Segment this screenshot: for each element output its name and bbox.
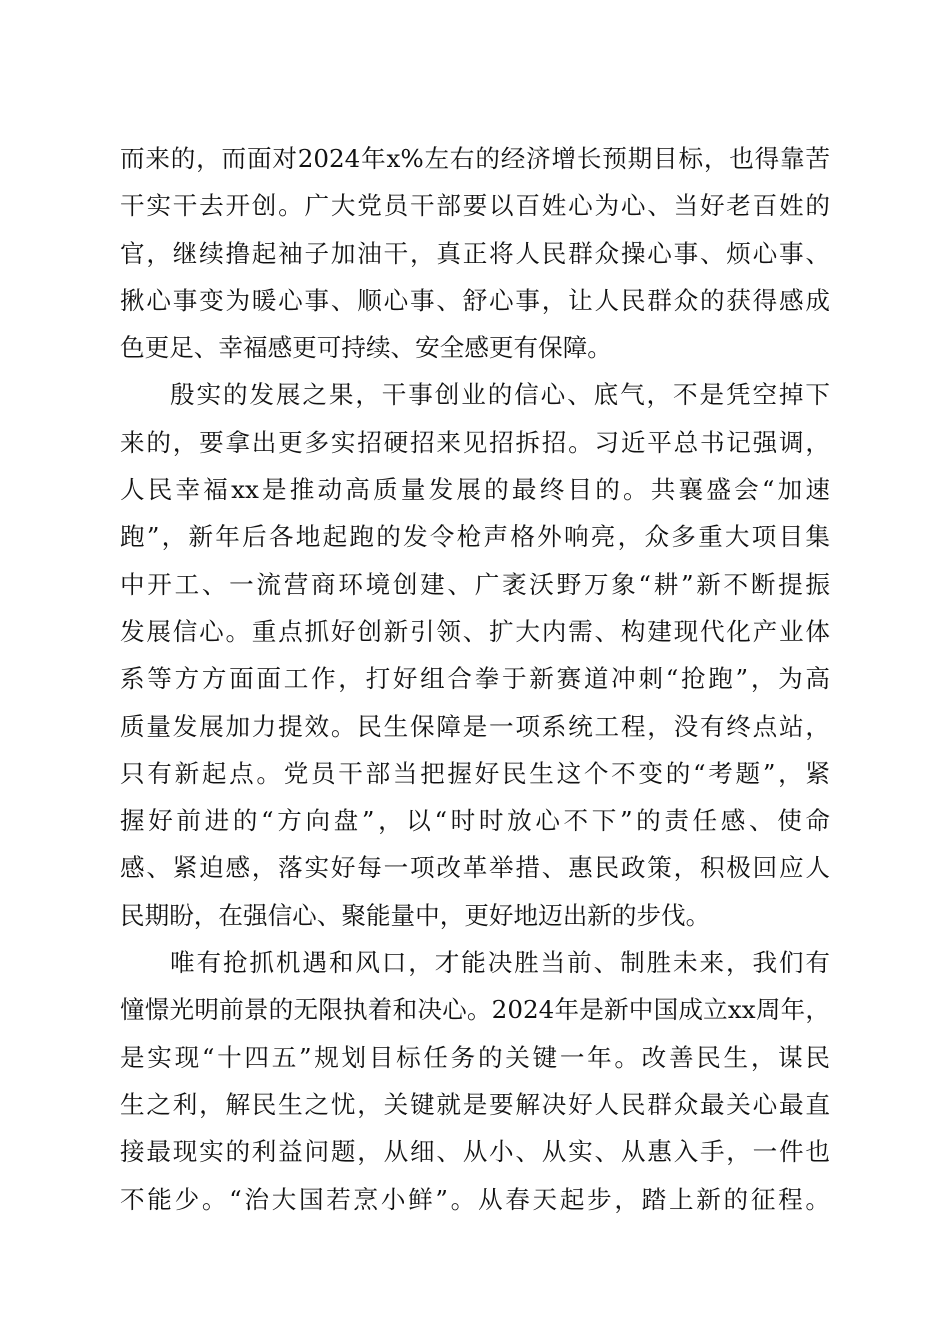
text-line: 憧憬光明前景的无限执着和决心。2024年是新中国成立xx周年，	[120, 995, 830, 1025]
text-line: 殷实的发展之果，干事创业的信心、底气，不是凭空掉下	[170, 380, 830, 410]
paragraph-2	[120, 371, 830, 939]
text-line: 而来的，而面对2024年x%左右的经济增长预期目标，也得靠苦	[120, 144, 830, 173]
text-line: 揪心事变为暖心事、顺心事、舒心事，让人民群众的获得感成	[120, 285, 830, 315]
text-line: 唯有抢抓机遇和风口，才能决胜当前、制胜未来，我们有	[170, 948, 830, 978]
text-line: 是实现“十四五”规划目标任务的关键一年。改善民生，谋民	[120, 1042, 830, 1072]
text-line: 只有新起点。党员干部当把握好民生这个不变的“考题”，紧	[120, 758, 830, 788]
text-line: 生之利，解民生之忧，关键就是要解决好人民群众最关心最直	[120, 1089, 830, 1119]
text-line: 中开工、一流营商环境创建、广袤沃野万象“耕”新不断提振	[120, 569, 830, 599]
text-line: 质量发展加力提效。民生保障是一项系统工程，没有终点站，	[120, 711, 830, 741]
text-line: 来的，要拿出更多实招硬招来见招拆招。习近平总书记强调，	[120, 427, 830, 457]
text-line: 跑”，新年后各地起跑的发令枪声格外响亮，众多重大项目集	[120, 522, 830, 552]
text-line: 发展信心。重点抓好创新引领、扩大内需、构建现代化产业体	[120, 616, 830, 646]
text-line: 接最现实的利益问题，从细、从小、从实、从惠入手，一件也	[120, 1137, 830, 1167]
text-line: 感、紧迫感，落实好每一项改革举措、惠民政策，积极回应人	[120, 853, 830, 883]
paragraph-1	[120, 135, 830, 371]
document-body	[120, 135, 830, 1223]
text-line: 系等方方面面工作，打好组合拳于新赛道冲刺“抢跑”，为高	[120, 664, 830, 694]
text-line: 色更足、幸福感更可持续、安全感更有保障。	[120, 333, 612, 363]
text-line: 人民幸福xx是推动高质量发展的最终目的。共襄盛会“加速	[120, 475, 830, 505]
text-line: 官，继续撸起袖子加油干，真正将人民群众操心事、烦心事、	[120, 238, 830, 268]
text-line: 干实干去开创。广大党员干部要以百姓心为心、当好老百姓的	[120, 191, 830, 221]
text-line: 不能少。“治大国若烹小鲜”。从春天起步，踏上新的征程。	[120, 1184, 830, 1214]
paragraph-3	[120, 939, 830, 1223]
text-line: 握好前进的“方向盘”，以“时时放心不下”的责任感、使命	[120, 806, 830, 836]
text-line: 民期盼，在强信心、聚能量中，更好地迈出新的步伐。	[120, 900, 711, 930]
